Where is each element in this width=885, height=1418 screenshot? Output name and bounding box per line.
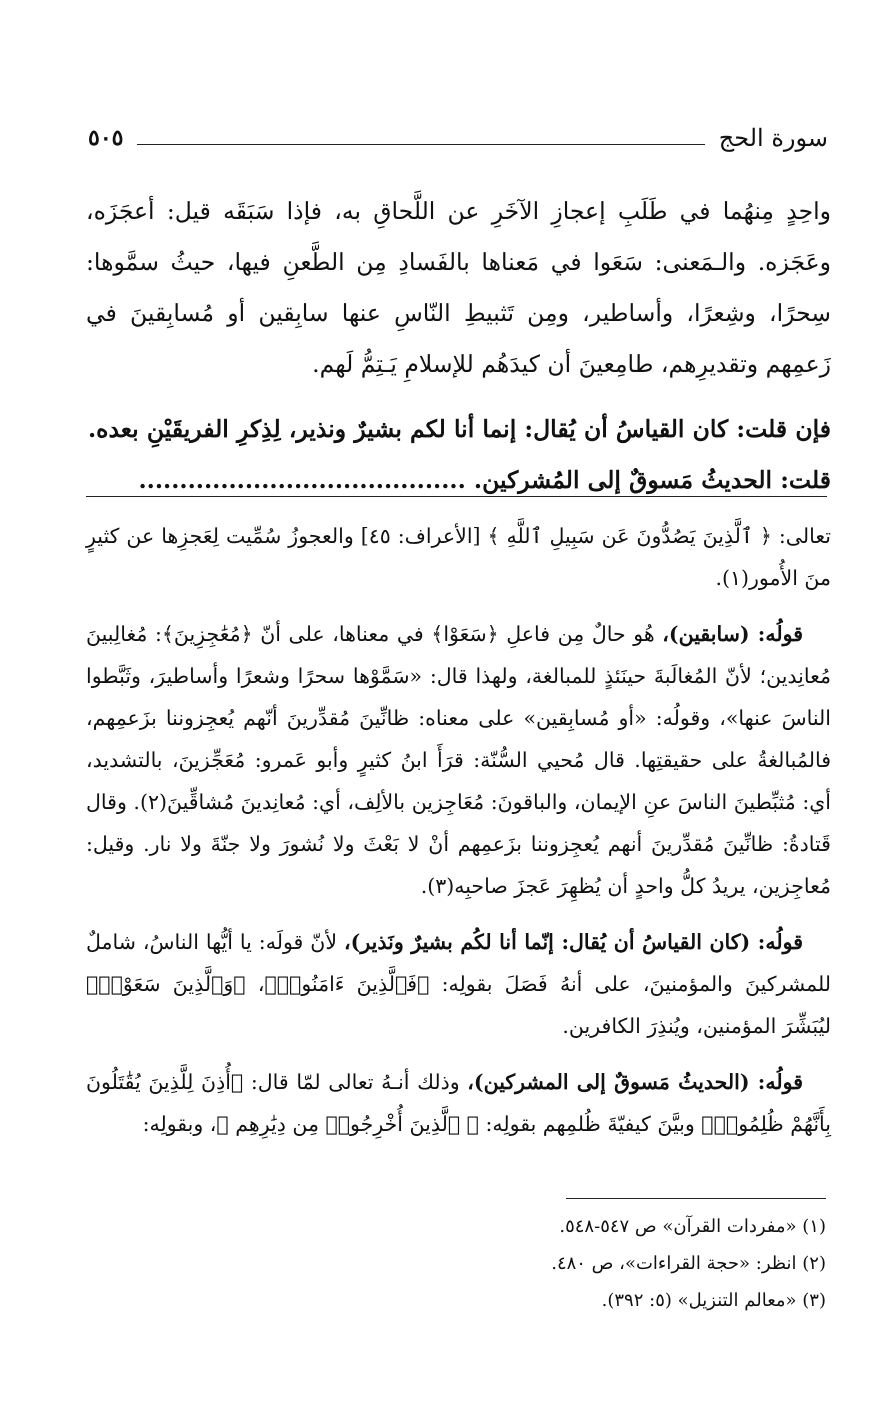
footnote: (٣) «معالم التنزيل» (٥: ٣٩٢). (601, 1290, 826, 1311)
commentary-lead: قولُه: (كان القياسُ أن يُقال: إنّما أنا لكُم بشيرٌ ونَذير)، (344, 930, 803, 954)
section-divider (86, 496, 827, 497)
commentary-lead: قولُه: (سابقين)، (662, 622, 803, 646)
page-number: ٥٠٥ (88, 125, 124, 151)
header-rule (137, 144, 704, 145)
commentary-paragraph (86, 921, 831, 1047)
main-text (86, 186, 831, 506)
commentary-paragraph (86, 613, 831, 907)
footnotes (86, 1208, 826, 1319)
commentary-body: لأنّ قولَه: يا أيُّها الناسُ، شاملٌ للمشركينَ والمؤمنينَ، على أنهُ فَصَلَ بقولِه: ﴿فَٱلَّذِينَ ءَامَنُوا۟﴾، ﴿وَٱلَّذِينَ سَعَوْا۟﴾ ليُبَشِّرَ المؤمنين، ويُنذِرَ الكافرين. (86, 930, 831, 1038)
answer-line: قلت: الحديثُ مَسوقٌ إلى المُشركين. ........................................ (138, 466, 831, 494)
commentary-paragraph (86, 1061, 831, 1145)
commentary-paragraph: تعالى: ﴿ ٱلَّذِينَ يَصُدُّونَ عَن سَبِيلِ ٱللَّهِ ﴾ [الأعراف: ٤٥] والعجوزُ سُمِّيت لِعَجزِها عن كثيرٍ منَ الأُمور(١). (86, 524, 831, 590)
main-paragraph: واحِدٍ مِنهُما في طَلَبِ إعجازِ الآخَرِ عن اللَّحاقِ به، فإذا سَبَقَه قيل: أعجَزَه، وعَجَزه. والـمَعنى: سَعَوا في مَعناها بالفَسادِ مِن الطَّعنِ فيها، حيثُ سمَّوها: سِحرًا، وشِعرًا، وأساطير، ومِن تَثبيطِ النّاسِ عنها سابِقين أو مُسابِقينَ في زَعمِهم وتقديرِهم، طامِعينَ أن كيدَهُم للإسلامِ يَـتِمُّ لَهم. (86, 197, 831, 378)
surah-title: سورة الحج (718, 124, 828, 152)
footnote: (٢) انظر: «حجة القراءات»، ص ٤٨٠. (551, 1253, 826, 1274)
commentary-lead: قولُه: (الحديثُ مَسوقٌ إلى المشركين)، (467, 1070, 803, 1094)
page-header (88, 118, 828, 158)
commentary-body: وذلك أنـهُ تعالى لمّا قال: ﴿أُذِنَ لِلَّذِينَ يُقَٰتَلُونَ بِأَنَّهُمْ ظُلِمُوا۟﴾ وبيَّنَ كيفيّةَ ظُلمِهم بقولِه: ﴿ ٱلَّذِينَ أُخْرِجُوا۟ مِن دِيَٰرِهِم ﴾، وبقولِه: (86, 1070, 831, 1136)
footnote: (١) «مفردات القرآن» ص ٥٤٧-٥٤٨. (559, 1216, 826, 1237)
commentary (86, 515, 831, 1159)
commentary-body: هُو حالٌ مِن فاعلِ ﴿سَعَوْا﴾ في معناها، على أنّ ﴿مُعَٰجِزِينَ﴾: مُغالِبينَ مُعانِدين؛ لأنّ المُغالَبةَ حينَئذٍ للمبالغة، ولهذا قال: «سَمَّوْها سحرًا وشعرًا وأساطيرَ، وثَبَّطوا الناسَ عنها»، وقولُه: «أو مُسابِقين» على معناه: ظانِّينَ مُقدِّرينَ أنّهم يُعجِزوننا بزَعمِهم، فالمُبالغةُ على حقيقتِها. قال مُحيي السُّنّة: قرَأَ ابنُ كثيرٍ وأبو عَمرو: مُعَجِّزينَ، بالتشديد، أي: مُثبِّطينَ الناسَ عنِ الإيمان، والباقونَ: مُعَاجِزين بالألِف، أي: مُعانِدينَ مُشاقِّينَ(٢). وقال قَتادةُ: ظانِّينَ مُقدِّرينَ أنهم يُعجِزوننا بزَعمِهم أنْ لا بَعْثَ ولا نُشورَ ولا جنّةَ ولا نار. وقيل: مُعاجِزين، يريدُ كلُّ واحدٍ أن يُظهِرَ عَجزَ صاحبِه(٣). (86, 622, 831, 898)
question-line: فإن قلت: كان القياسُ أن يُقال: إنما أنا لكم بشيرٌ ونذير، لِذِكرِ الفريقَيْنِ بعده. (87, 415, 831, 443)
footnote-divider (566, 1198, 826, 1199)
